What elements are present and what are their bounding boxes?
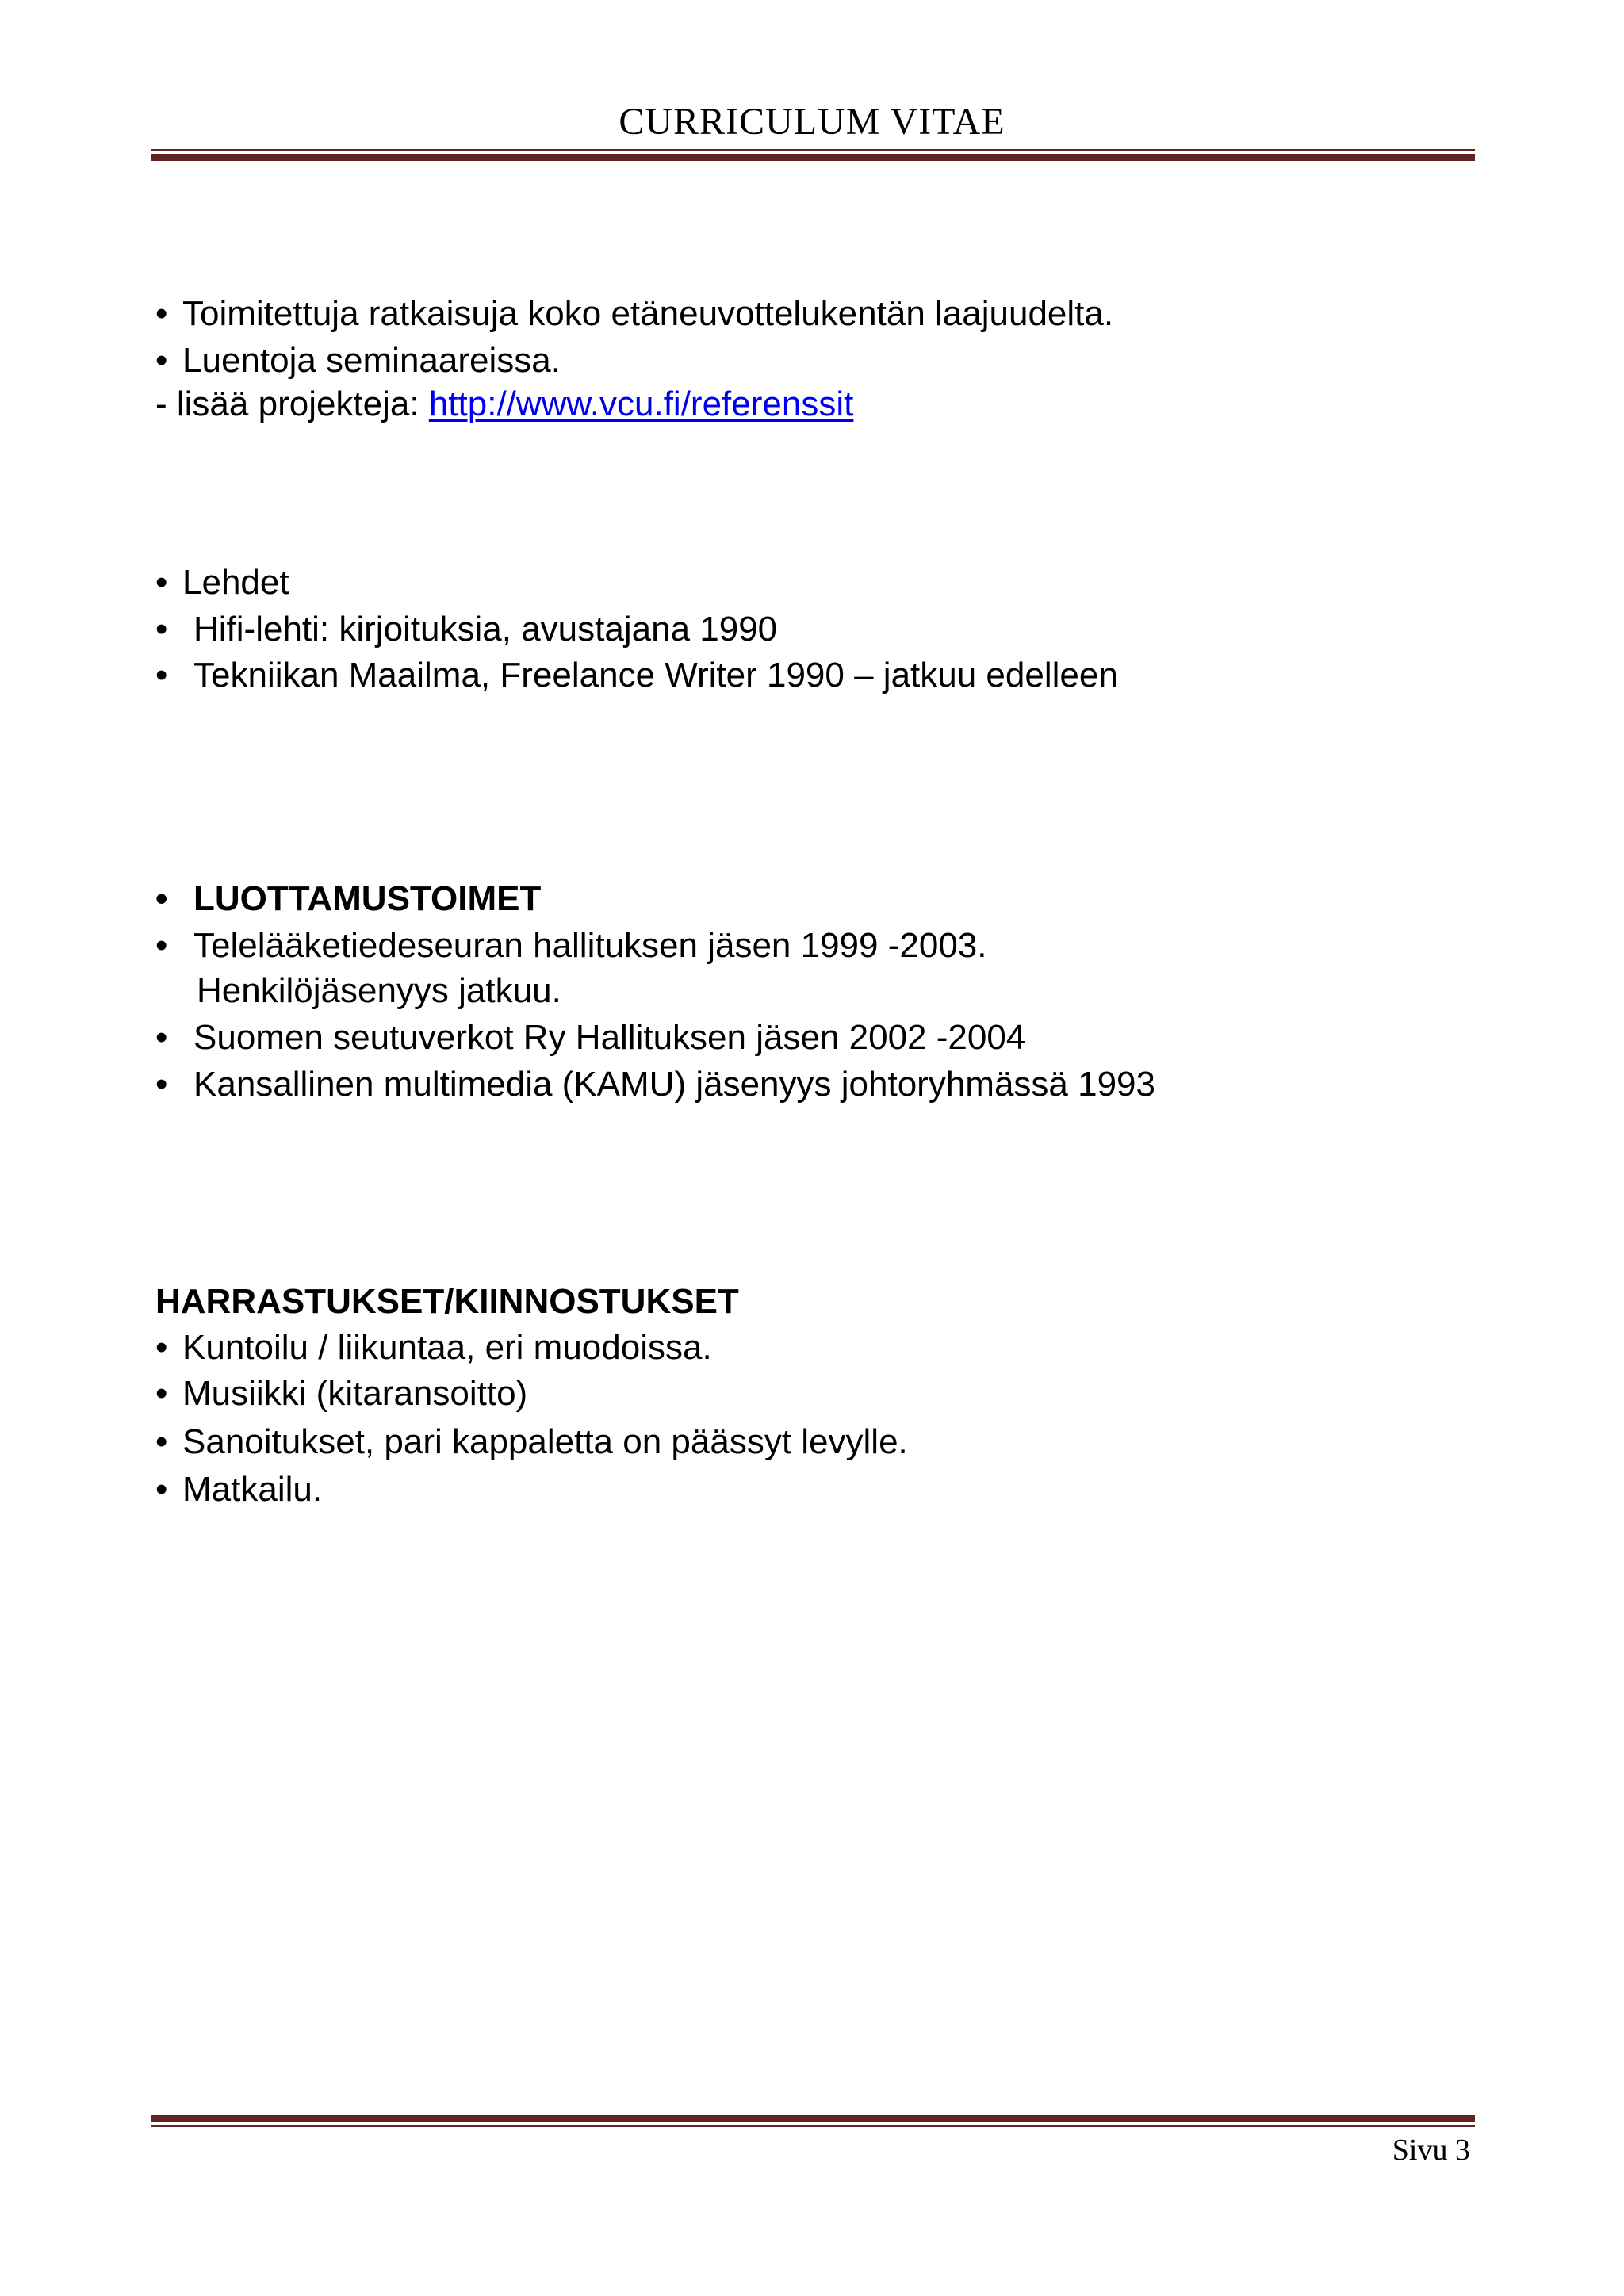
list-item-text: Matkailu.	[182, 1470, 323, 1509]
bullet-icon: •	[155, 656, 168, 695]
section-heading-lehdet	[155, 562, 289, 603]
section-heading-text: LUOTTAMUSTOIMET	[193, 879, 542, 918]
more-projects-prefix: - lisää projekteja:	[155, 385, 429, 423]
page-number: Sivu 3	[1392, 2133, 1470, 2167]
list-item	[155, 1064, 1155, 1105]
bullet-icon: •	[155, 1065, 168, 1104]
bullet-icon: •	[155, 1422, 168, 1461]
more-projects-line	[155, 384, 853, 425]
header-divider	[151, 149, 1475, 161]
list-item-text: Musiikki (kitaransoitto)	[182, 1374, 528, 1413]
bullet-icon: •	[155, 610, 168, 649]
bullet-icon: •	[155, 1328, 168, 1367]
list-item	[155, 1327, 712, 1368]
list-item	[155, 655, 1118, 696]
list-item-text: Luentoja seminaareissa.	[182, 341, 561, 380]
bullet-icon: •	[155, 879, 168, 918]
list-item	[155, 1373, 527, 1414]
list-item-text: Henkilöjäsenyys jatkuu.	[197, 971, 561, 1010]
footer-divider	[151, 2115, 1475, 2127]
document-header-title: CURRICULUM VITAE	[619, 101, 1005, 143]
bullet-icon: •	[155, 1018, 168, 1057]
list-item	[155, 1469, 322, 1510]
bullet-icon: •	[155, 1470, 168, 1509]
list-item	[155, 1422, 908, 1463]
list-item-text: Kansallinen multimedia (KAMU) jäsenyys johtoryhmässä 1993	[193, 1065, 1155, 1104]
list-item	[155, 925, 986, 966]
list-item	[155, 1017, 1025, 1058]
section-heading-text: Lehdet	[182, 563, 289, 602]
list-item-continuation	[197, 970, 561, 1012]
list-item-text: Sanoitukset, pari kappaletta on päässyt levylle.	[182, 1422, 908, 1461]
bullet-icon: •	[155, 341, 168, 380]
list-item-text: Suomen seutuverkot Ry Hallituksen jäsen 2002 -2004	[193, 1018, 1026, 1057]
list-item-text: Telelääketiedeseuran hallituksen jäsen 1999 -2003.	[193, 926, 987, 965]
list-item	[155, 293, 1113, 335]
section-heading-luottamustoimet	[155, 878, 541, 920]
bullet-icon: •	[155, 1374, 168, 1413]
list-item-text: Toimitettuja ratkaisuja koko etäneuvottelukentän laajuudelta.	[182, 294, 1114, 333]
list-item	[155, 340, 561, 381]
bullet-icon: •	[155, 294, 168, 333]
list-item	[155, 609, 777, 650]
list-item-text: Kuntoilu / liikuntaa, eri muodoissa.	[182, 1328, 712, 1367]
list-item-text: Tekniikan Maailma, Freelance Writer 1990 – jatkuu edelleen	[193, 656, 1118, 695]
bullet-icon: •	[155, 563, 168, 602]
section-heading-harrastukset: HARRASTUKSET/KIINNOSTUKSET	[155, 1282, 739, 1321]
bullet-icon: •	[155, 926, 168, 965]
references-link[interactable]: http://www.vcu.fi/referenssit	[428, 385, 854, 423]
list-item-text: Hifi-lehti: kirjoituksia, avustajana 1990	[193, 610, 778, 649]
